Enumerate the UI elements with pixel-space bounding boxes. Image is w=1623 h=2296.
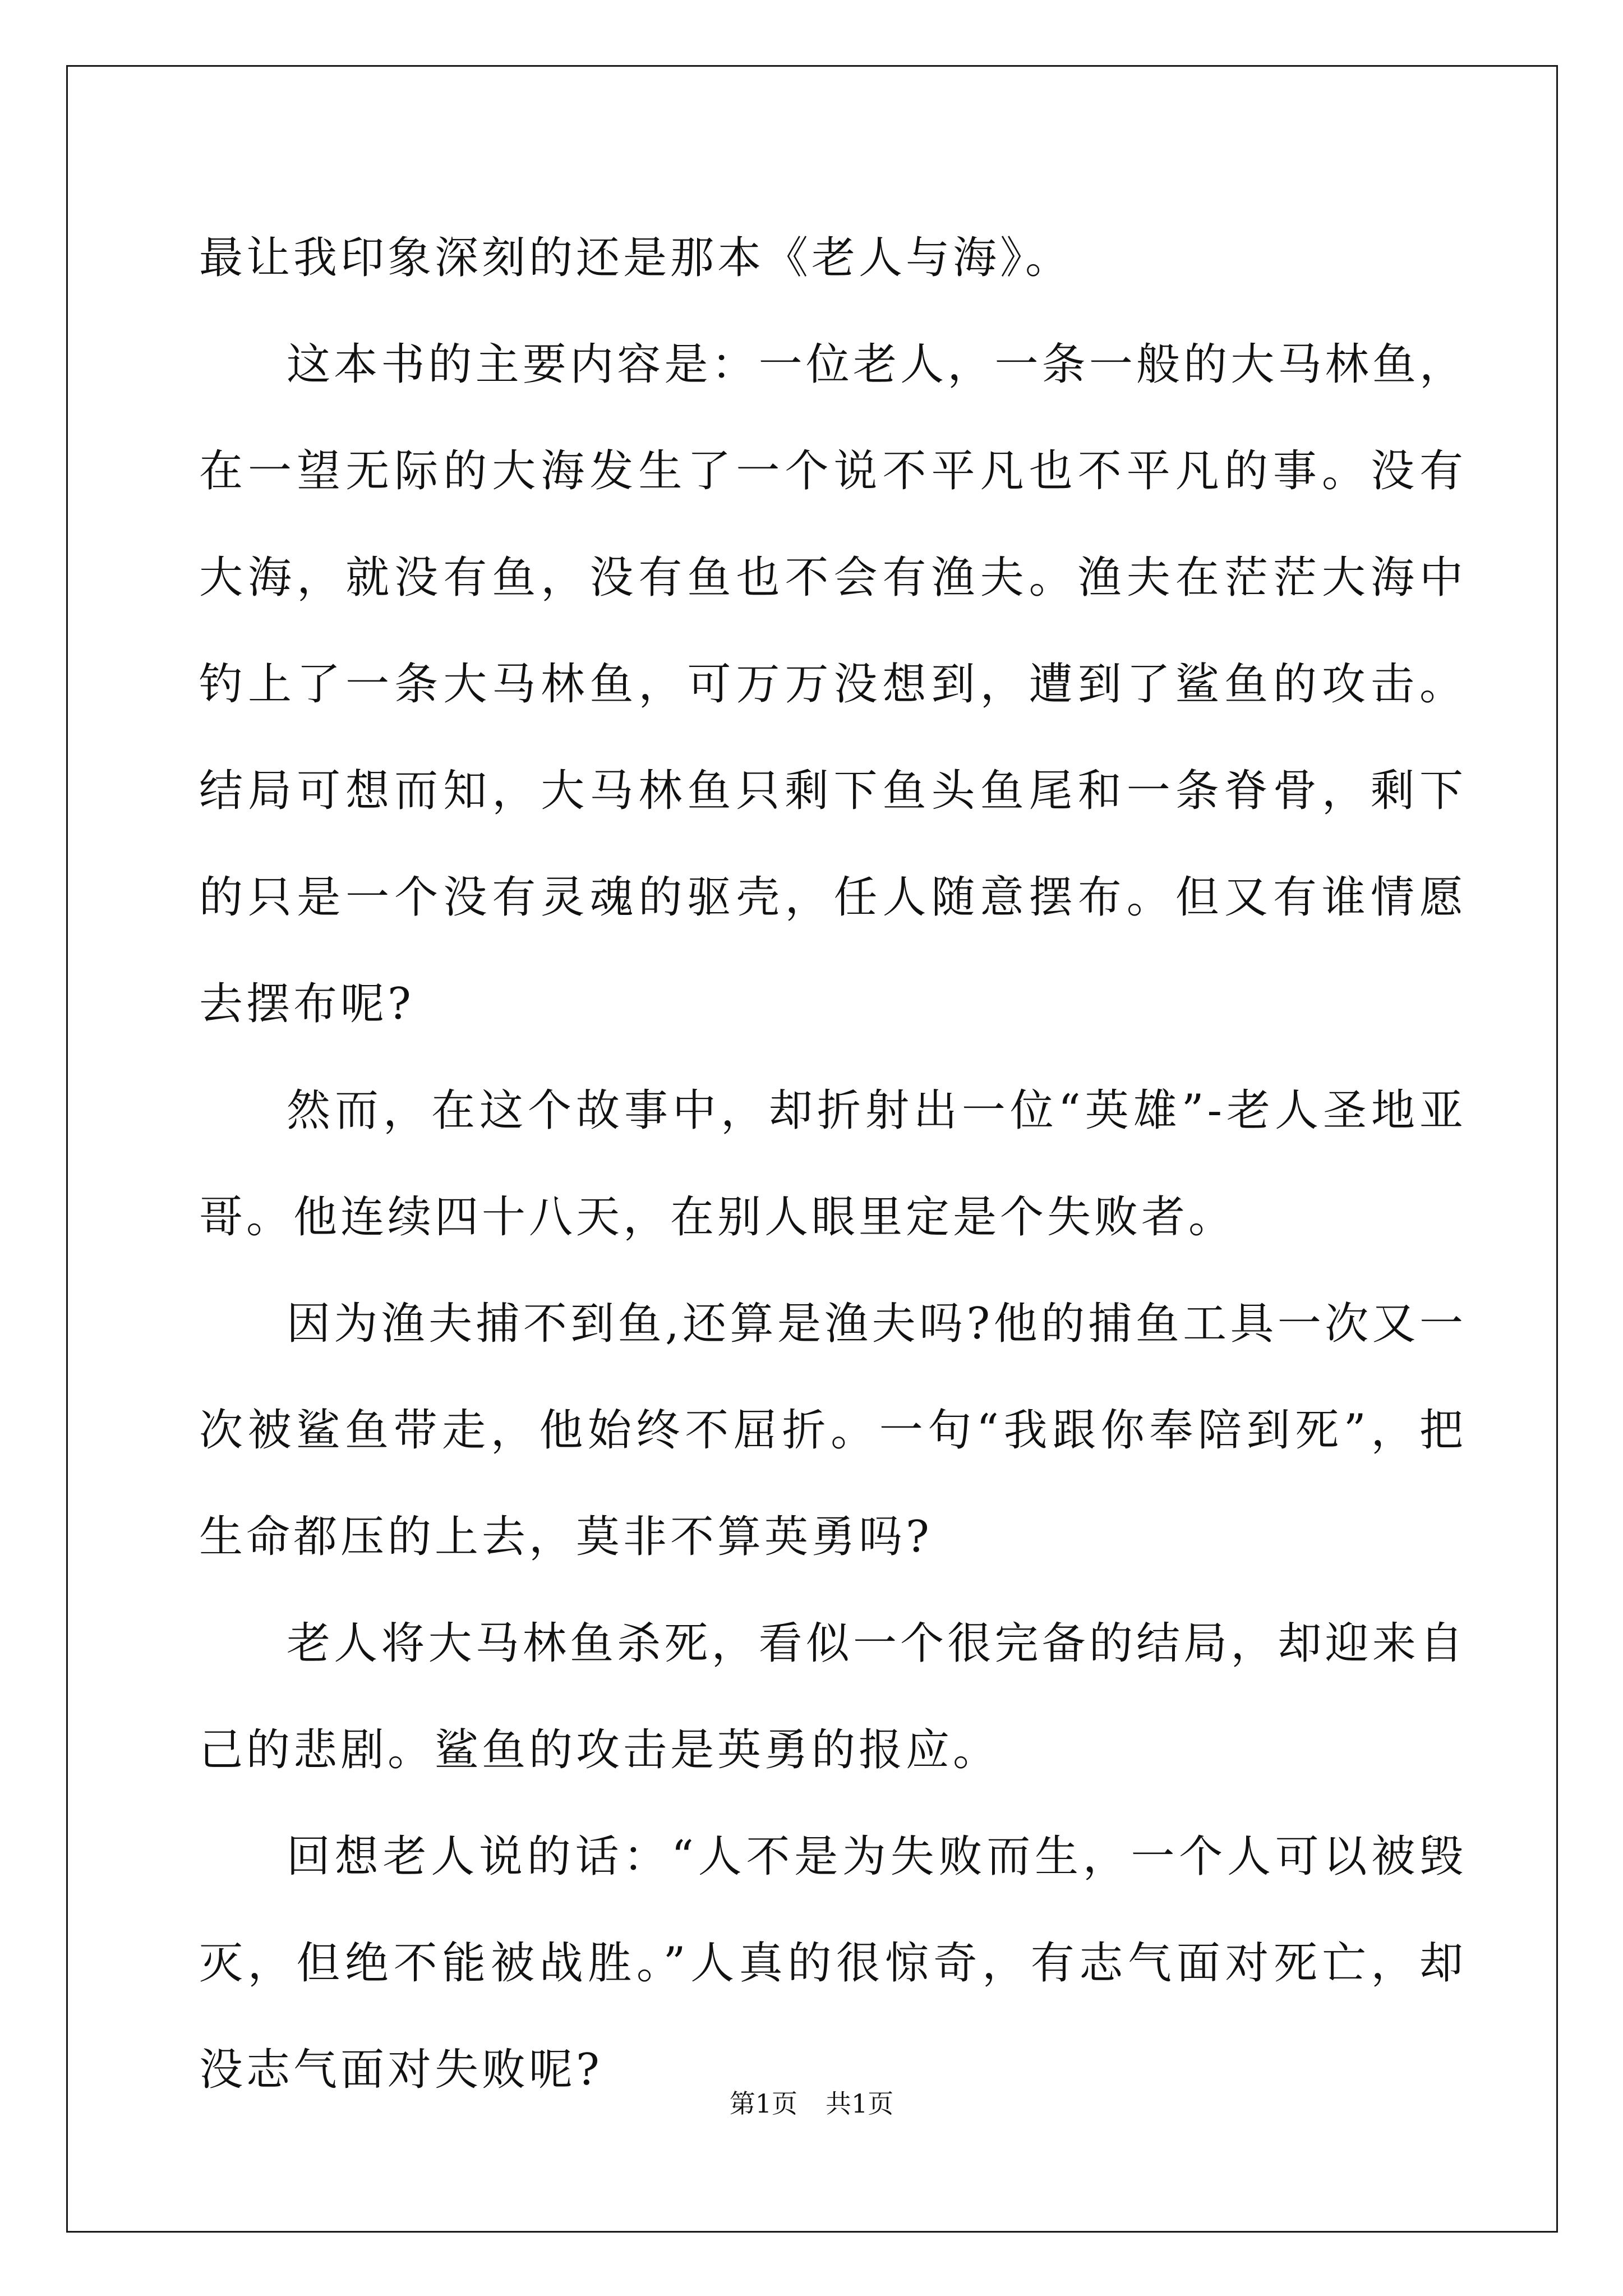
- page-footer: [0, 2087, 1623, 2120]
- paragraph-5: 老人将大马林鱼杀死，看似一个很完备的结局，却迎来自己的悲剧。鲨鱼的攻击是英勇的报应。: [199, 1618, 1467, 1775]
- paragraph-3: 然而，在这个故事中，却折射出一位“英雄”-老人圣地亚哥。他连续四十八天，在别人眼里定是个失败者。: [199, 1085, 1467, 1243]
- paragraph-4: 因为渔夫捕不到鱼,还算是渔夫吗?他的捕鱼工具一次又一次被鲨鱼带走，他始终不屈折。一句“我跟你奉陪到死”，把生命都压的上去，莫非不算英勇吗?: [199, 1299, 1467, 1562]
- document-body: [199, 205, 1467, 2123]
- paragraph-6: 回想老人说的话：“人不是为失败而生，一个人可以被毁灭，但绝不能被战胜。”人真的很惊奇，有志气面对死亡，却没志气面对失败呢?: [199, 1832, 1467, 2095]
- paragraph-2: 这本书的主要内容是：一位老人，一条一般的大马林鱼，在一望无际的大海发生了一个说不平凡也不平凡的事。没有大海，就没有鱼，没有鱼也不会有渔夫。渔夫在茫茫大海中钓上了一条大马林鱼，可万万没想到，遭到了鲨鱼的攻击。结局可想而知，大马林鱼只剩下鱼头鱼尾和一条脊骨，剩下的只是一个没有灵魂的驱壳，任人随意摆布。但又有谁情愿去摆布呢?: [199, 339, 1467, 1029]
- paragraph-1: 最让我印象深刻的还是那本《老人与海》。: [199, 233, 1073, 283]
- page-number: 第1页: [729, 2088, 797, 2119]
- page-total: 共1页: [826, 2088, 894, 2119]
